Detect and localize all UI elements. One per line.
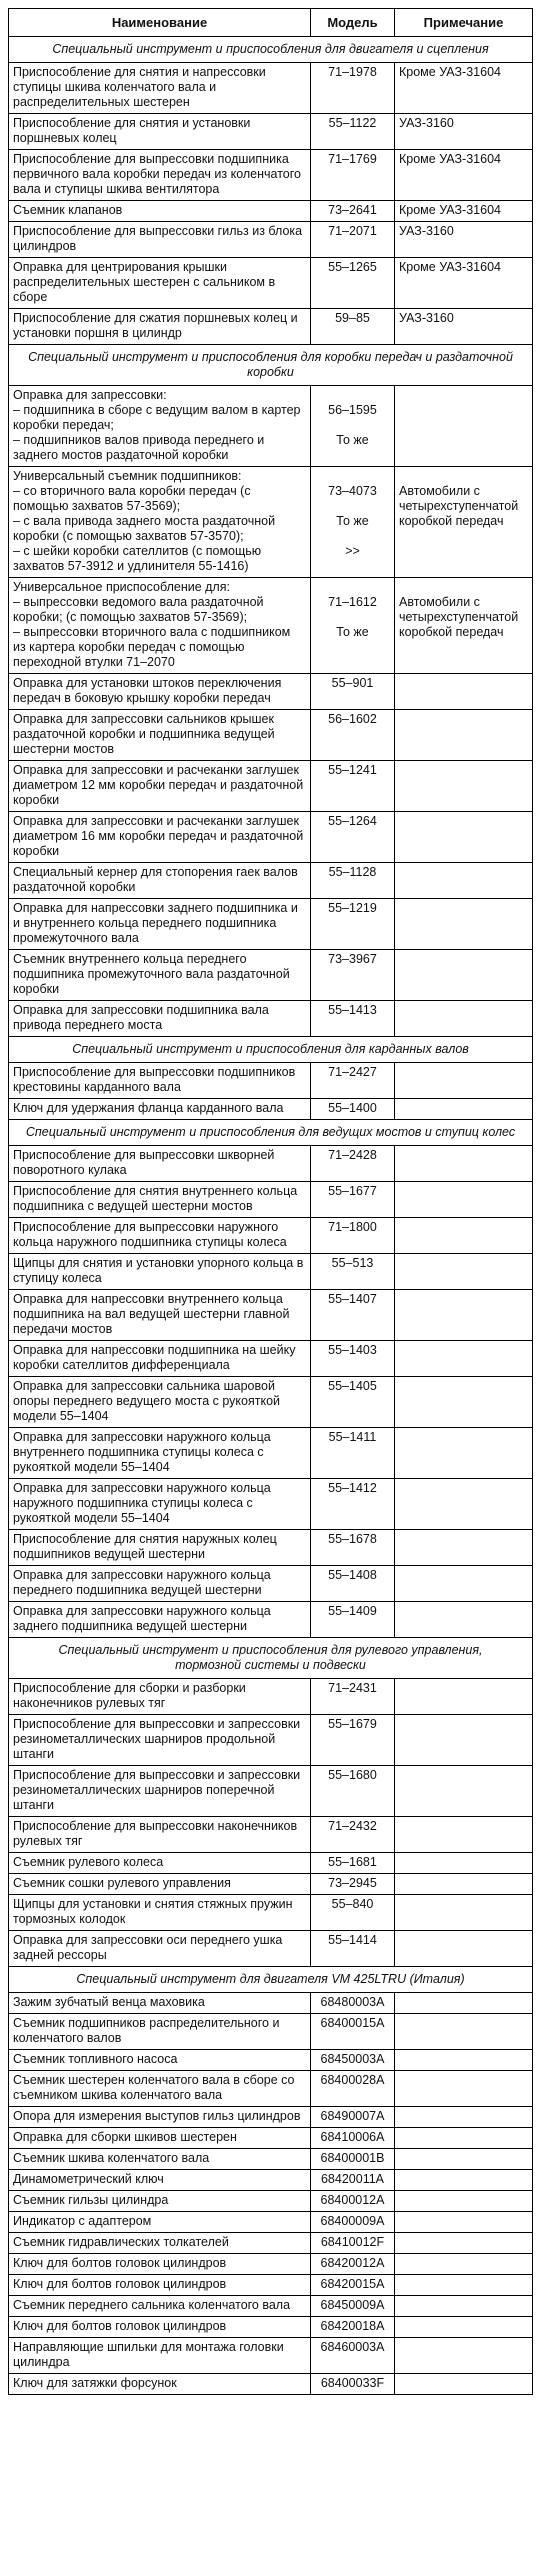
section-title: Специальный инструмент и приспособления для ведущих мостов и ступиц колес xyxy=(9,1120,533,1146)
section-title: Специальный инструмент и приспособления для коробки передач и раздаточной коробки xyxy=(9,345,533,386)
tools-table xyxy=(8,8,533,2395)
cell-model: 55–1407 xyxy=(311,1290,395,1341)
table-row xyxy=(9,2170,533,2191)
cell-model: 55–513 xyxy=(311,1254,395,1290)
section-header-row xyxy=(9,37,533,63)
cell-note xyxy=(395,1290,533,1341)
cell-line xyxy=(313,418,392,433)
cell-model: 68420018A xyxy=(311,2317,395,2338)
cell-model: 68410012F xyxy=(311,2233,395,2254)
cell-note xyxy=(395,2212,533,2233)
cell-model: 68450009A xyxy=(311,2296,395,2317)
cell-model: 71–1769 xyxy=(311,150,395,201)
cell-line: 56–1595 xyxy=(328,403,377,417)
cell-note: УАЗ-3160 xyxy=(395,222,533,258)
cell-line xyxy=(313,580,392,595)
table-row xyxy=(9,1602,533,1638)
cell-line: То же xyxy=(336,433,369,447)
cell-model xyxy=(311,467,395,578)
cell-model: 56–1602 xyxy=(311,710,395,761)
table-row xyxy=(9,1874,533,1895)
table-body xyxy=(9,37,533,2395)
table-row xyxy=(9,1530,533,1566)
cell-line: – подшипника в сборе с ведущим валом в картер коробки передач; xyxy=(13,403,301,432)
cell-name: Съемник подшипников распределительного и коленчатого валов xyxy=(9,2014,311,2050)
cell-name: Динамометрический ключ xyxy=(9,2170,311,2191)
table-row xyxy=(9,1817,533,1853)
cell-line: – выпрессовки вторичного вала с подшипником из картера коробки передач с помощью переходной втулки 71–2070 xyxy=(13,625,291,669)
table-row xyxy=(9,1993,533,2014)
table-row xyxy=(9,2374,533,2395)
table-row xyxy=(9,2212,533,2233)
cell-line: тормозной системы и подвески xyxy=(175,1658,366,1672)
cell-line xyxy=(399,580,528,595)
cell-note: УАЗ-3160 xyxy=(395,114,533,150)
section-title: Специальный инструмент и приспособления для двигателя и сцепления xyxy=(9,37,533,63)
cell-note xyxy=(395,1853,533,1874)
cell-line xyxy=(313,610,392,625)
cell-note xyxy=(395,2128,533,2149)
cell-name: Оправка для напрессовки внутреннего кольца подшипника на вал ведущей шестерни главной передачи мостов xyxy=(9,1290,311,1341)
cell-line: Автомобили с четырехступенчатой коробкой передач xyxy=(399,484,519,528)
table-row xyxy=(9,1377,533,1428)
cell-model: 68400012A xyxy=(311,2191,395,2212)
cell-note: Кроме УАЗ-31604 xyxy=(395,201,533,222)
cell-model: 73–3967 xyxy=(311,950,395,1001)
cell-name: Съемник гидравлических толкателей xyxy=(9,2233,311,2254)
cell-name: Щипцы для снятия и установки упорного кольца в ступицу колеса xyxy=(9,1254,311,1290)
cell-name: Съемник переднего сальника коленчатого вала xyxy=(9,2296,311,2317)
table-row xyxy=(9,1182,533,1218)
cell-name: Приспособление для выпрессовки шкворней поворотного кулака xyxy=(9,1146,311,1182)
cell-name xyxy=(9,386,311,467)
cell-name: Индикатор с адаптером xyxy=(9,2212,311,2233)
table-row xyxy=(9,309,533,345)
cell-note xyxy=(395,1895,533,1931)
cell-note xyxy=(395,1146,533,1182)
cell-name: Оправка для сборки шкивов шестерен xyxy=(9,2128,311,2149)
cell-name: Приспособление для снятия наружных колец подшипников ведущей шестерни xyxy=(9,1530,311,1566)
table-row xyxy=(9,63,533,114)
cell-name: Приспособление для снятия и установки поршневых колец xyxy=(9,114,311,150)
cell-line: Оправка для запрессовки: xyxy=(13,388,167,402)
cell-name: Ключ для болтов головок цилиндров xyxy=(9,2254,311,2275)
cell-name: Приспособление для выпрессовки подшипника первичного вала коробки передач из коленчатого вала и ступицы шкива вентилятора xyxy=(9,150,311,201)
cell-note xyxy=(395,1428,533,1479)
table-row xyxy=(9,1428,533,1479)
cell-name: Ключ для болтов головок цилиндров xyxy=(9,2317,311,2338)
cell-name: Приспособление для выпрессовки подшипников крестовины карданного вала xyxy=(9,1063,311,1099)
cell-model: 55–1241 xyxy=(311,761,395,812)
cell-name: Зажим зубчатый венца маховика xyxy=(9,1993,311,2014)
cell-name: Щипцы для установки и снятия стяжных пружин тормозных колодок xyxy=(9,1895,311,1931)
cell-note xyxy=(395,2275,533,2296)
cell-name: Оправка для запрессовки сальника шаровой опоры переднего ведущего моста с рукояткой модели 55–1404 xyxy=(9,1377,311,1428)
cell-name: Ключ для болтов головок цилиндров xyxy=(9,2275,311,2296)
cell-note xyxy=(395,1602,533,1638)
table-row xyxy=(9,578,533,674)
cell-name: Оправка для напрессовки подшипника на шейку коробки сателлитов дифференциала xyxy=(9,1341,311,1377)
cell-model: 55–1400 xyxy=(311,1099,395,1120)
table-row xyxy=(9,2275,533,2296)
cell-name: Оправка для центрирования крышки распределительных шестерен с сальником в сборе xyxy=(9,258,311,309)
cell-model: 73–2641 xyxy=(311,201,395,222)
cell-name: Оправка для напрессовки заднего подшипника и и внутреннего кольца переднего подшипника промежуточного вала xyxy=(9,899,311,950)
table-row xyxy=(9,2014,533,2050)
cell-model: 55–1264 xyxy=(311,812,395,863)
header-model: Модель xyxy=(311,9,395,37)
cell-name: Приспособление для выпрессовки наконечников рулевых тяг xyxy=(9,1817,311,1853)
table-row xyxy=(9,1479,533,1530)
cell-note: Кроме УАЗ-31604 xyxy=(395,150,533,201)
cell-line: Специальный инструмент и приспособления для рулевого управления, xyxy=(58,1643,483,1657)
cell-name: Приспособление для выпрессовки и запрессовки резинометаллических шарниров поперечной штанги xyxy=(9,1766,311,1817)
cell-model: 55–1678 xyxy=(311,1530,395,1566)
cell-line: Автомобили с четырехступенчатой коробкой передач xyxy=(399,595,519,639)
cell-line: >> xyxy=(345,544,360,558)
cell-note xyxy=(395,2254,533,2275)
cell-note xyxy=(395,2014,533,2050)
table-row xyxy=(9,1931,533,1967)
cell-name: Приспособление для выпрессовки гильз из блока цилиндров xyxy=(9,222,311,258)
cell-line: 71–1612 xyxy=(328,595,377,609)
cell-line: – с шейки коробки сателлитов (с помощью захватов 57-3912 и удлинителя 55-1416) xyxy=(13,544,262,573)
cell-model: 71–2071 xyxy=(311,222,395,258)
cell-note xyxy=(395,1874,533,1895)
cell-line: Универсальное приспособление для: xyxy=(13,580,230,594)
cell-note xyxy=(395,2317,533,2338)
cell-name: Съемник сошки рулевого управления xyxy=(9,1874,311,1895)
table-row xyxy=(9,2149,533,2170)
cell-name: Съемник клапанов xyxy=(9,201,311,222)
table-row xyxy=(9,1679,533,1715)
table-row xyxy=(9,2128,533,2149)
cell-name: Оправка для запрессовки сальников крышек раздаточной коробки и подшипника ведущей шестерни мостов xyxy=(9,710,311,761)
cell-name: Приспособление для снятия внутреннего кольца подшипника с ведущей шестерни мостов xyxy=(9,1182,311,1218)
cell-name: Оправка для запрессовки и расчеканки заглушек диаметром 16 мм коробки передач и раздаточной коробки xyxy=(9,812,311,863)
cell-model: 68480003A xyxy=(311,1993,395,2014)
cell-line xyxy=(399,469,528,484)
cell-line: То же xyxy=(336,625,369,639)
table-row xyxy=(9,1853,533,1874)
cell-name xyxy=(9,578,311,674)
cell-name: Съемник внутреннего кольца переднего подшипника промежуточного вала раздаточной коробки xyxy=(9,950,311,1001)
cell-model: 68420012A xyxy=(311,2254,395,2275)
table-row xyxy=(9,2107,533,2128)
cell-model: 71–2431 xyxy=(311,1679,395,1715)
cell-model: 55–1265 xyxy=(311,258,395,309)
cell-note xyxy=(395,1530,533,1566)
cell-name: Оправка для запрессовки оси переднего ушка задней рессоры xyxy=(9,1931,311,1967)
section-header-row xyxy=(9,1120,533,1146)
cell-name: Оправка для запрессовки наружного кольца заднего подшипника ведущей шестерни xyxy=(9,1602,311,1638)
table-row xyxy=(9,1218,533,1254)
table-row xyxy=(9,1254,533,1290)
section-header-row xyxy=(9,1037,533,1063)
cell-line: – со вторичного вала коробки передач (с помощью захватов 57-3569); xyxy=(13,484,251,513)
cell-model: 55–1219 xyxy=(311,899,395,950)
cell-note xyxy=(395,2170,533,2191)
cell-model: 68490007A xyxy=(311,2107,395,2128)
cell-model: 68400009A xyxy=(311,2212,395,2233)
cell-model: 71–2427 xyxy=(311,1063,395,1099)
table-row xyxy=(9,2071,533,2107)
cell-note xyxy=(395,1063,533,1099)
cell-model: 68400015A xyxy=(311,2014,395,2050)
table-row xyxy=(9,1146,533,1182)
cell-note xyxy=(395,1218,533,1254)
cell-note xyxy=(395,2233,533,2254)
cell-note xyxy=(395,2107,533,2128)
cell-model: 55–1411 xyxy=(311,1428,395,1479)
cell-model xyxy=(311,386,395,467)
cell-line: Универсальный съемник подшипников: xyxy=(13,469,242,483)
cell-name: Оправка для запрессовки и расчеканки заглушек диаметром 12 мм коробки передач и раздаточной коробки xyxy=(9,761,311,812)
table-row xyxy=(9,1895,533,1931)
table-row xyxy=(9,2050,533,2071)
cell-note xyxy=(395,467,533,578)
cell-note xyxy=(395,1182,533,1218)
table-row xyxy=(9,1766,533,1817)
cell-model: 71–2428 xyxy=(311,1146,395,1182)
table-row xyxy=(9,386,533,467)
cell-line xyxy=(313,388,392,403)
cell-note xyxy=(395,1993,533,2014)
cell-note xyxy=(395,1254,533,1290)
cell-name: Приспособление для сборки и разборки наконечников рулевых тяг xyxy=(9,1679,311,1715)
cell-model: 55–840 xyxy=(311,1895,395,1931)
table-row xyxy=(9,674,533,710)
cell-name: Опора для измерения выступов гильз цилиндров xyxy=(9,2107,311,2128)
cell-name: Съемник шестерен коленчатого вала в сборе со съемником шкива коленчатого вала xyxy=(9,2071,311,2107)
cell-name: Оправка для запрессовки наружного кольца внутреннего подшипника ступицы колеса с рукояткой модели 55–1404 xyxy=(9,1428,311,1479)
cell-note xyxy=(395,2374,533,2395)
table-row xyxy=(9,1290,533,1341)
cell-model xyxy=(311,578,395,674)
section-header-row xyxy=(9,1638,533,1679)
cell-note xyxy=(395,710,533,761)
cell-name: Ключ для удержания фланца карданного вала xyxy=(9,1099,311,1120)
cell-note xyxy=(395,812,533,863)
cell-note xyxy=(395,1341,533,1377)
cell-line: 73–4073 xyxy=(328,484,377,498)
cell-model: 68450003A xyxy=(311,2050,395,2071)
table-row xyxy=(9,812,533,863)
cell-model: 68410006A xyxy=(311,2128,395,2149)
cell-note xyxy=(395,1931,533,1967)
cell-note xyxy=(395,2191,533,2212)
cell-note xyxy=(395,863,533,899)
cell-model: 55–1677 xyxy=(311,1182,395,1218)
cell-model: 71–2432 xyxy=(311,1817,395,1853)
cell-note xyxy=(395,2296,533,2317)
cell-note: Кроме УАЗ-31604 xyxy=(395,258,533,309)
cell-model: 59–85 xyxy=(311,309,395,345)
header-name: Наименование xyxy=(9,9,311,37)
table-row xyxy=(9,2254,533,2275)
cell-note xyxy=(395,950,533,1001)
section-title xyxy=(9,1638,533,1679)
cell-name: Съемник гильзы цилиндра xyxy=(9,2191,311,2212)
cell-note xyxy=(395,1679,533,1715)
section-title: Специальный инструмент для двигателя VM 425LTRU (Италия) xyxy=(9,1967,533,1993)
table-row xyxy=(9,1063,533,1099)
cell-note xyxy=(395,2050,533,2071)
cell-name: Направляющие шпильки для монтажа головки цилиндра xyxy=(9,2338,311,2374)
cell-note xyxy=(395,2338,533,2374)
table-row xyxy=(9,2296,533,2317)
cell-note: Кроме УАЗ-31604 xyxy=(395,63,533,114)
cell-note xyxy=(395,1001,533,1037)
table-row xyxy=(9,710,533,761)
cell-line xyxy=(313,529,392,544)
cell-name: Съемник рулевого колеса xyxy=(9,1853,311,1874)
table-row xyxy=(9,2338,533,2374)
cell-line: – выпрессовки ведомого вала раздаточной коробки; (с помощью захватов 57-3569); xyxy=(13,595,264,624)
cell-model: 68420011A xyxy=(311,2170,395,2191)
cell-note xyxy=(395,2149,533,2170)
table-row xyxy=(9,950,533,1001)
cell-note: УАЗ-3160 xyxy=(395,309,533,345)
table-row xyxy=(9,150,533,201)
cell-model: 55–1128 xyxy=(311,863,395,899)
table-row xyxy=(9,2233,533,2254)
cell-line: – подшипников валов привода переднего и заднего мостов раздаточной коробки xyxy=(13,433,265,462)
cell-note xyxy=(395,761,533,812)
cell-model: 55–1403 xyxy=(311,1341,395,1377)
cell-model: 55–1408 xyxy=(311,1566,395,1602)
cell-note xyxy=(395,1377,533,1428)
cell-note xyxy=(395,1566,533,1602)
cell-name: Оправка для запрессовки подшипника вала привода переднего моста xyxy=(9,1001,311,1037)
cell-model: 55–1680 xyxy=(311,1766,395,1817)
cell-line xyxy=(313,499,392,514)
cell-line xyxy=(313,469,392,484)
table-row xyxy=(9,2191,533,2212)
cell-model: 71–1978 xyxy=(311,63,395,114)
table-row xyxy=(9,222,533,258)
cell-model: 55–1413 xyxy=(311,1001,395,1037)
cell-line: – с вала привода заднего моста раздаточной коробки (с помощью захватов 57-3570); xyxy=(13,514,276,543)
cell-model: 55–1679 xyxy=(311,1715,395,1766)
table-row xyxy=(9,2317,533,2338)
cell-note xyxy=(395,899,533,950)
table-row xyxy=(9,761,533,812)
tools-table-container xyxy=(8,8,532,2395)
table-row xyxy=(9,1566,533,1602)
cell-name: Оправка для запрессовки наружного кольца наружного подшипника ступицы колеса с рукояткой модели 55–1404 xyxy=(9,1479,311,1530)
cell-model: 68460003A xyxy=(311,2338,395,2374)
cell-name: Ключ для затяжки форсунок xyxy=(9,2374,311,2395)
cell-note xyxy=(395,1766,533,1817)
table-row xyxy=(9,863,533,899)
table-row xyxy=(9,899,533,950)
cell-note xyxy=(395,1099,533,1120)
table-row xyxy=(9,258,533,309)
cell-name: Оправка для запрессовки наружного кольца переднего подшипника ведущей шестерни xyxy=(9,1566,311,1602)
cell-model: 55–1412 xyxy=(311,1479,395,1530)
cell-name: Приспособление для выпрессовки наружного кольца наружного подшипника ступицы колеса xyxy=(9,1218,311,1254)
cell-model: 55–1405 xyxy=(311,1377,395,1428)
cell-model: 73–2945 xyxy=(311,1874,395,1895)
cell-model: 55–901 xyxy=(311,674,395,710)
cell-name: Приспособление для выпрессовки и запрессовки резинометаллических шарниров продольной штанги xyxy=(9,1715,311,1766)
cell-name: Съемник шкива коленчатого вала xyxy=(9,2149,311,2170)
cell-name: Съемник топливного насоса xyxy=(9,2050,311,2071)
header-note: Примечание xyxy=(395,9,533,37)
cell-note xyxy=(395,2071,533,2107)
cell-name: Оправка для установки штоков переключения передач в боковую крышку коробки передач xyxy=(9,674,311,710)
section-header-row xyxy=(9,1967,533,1993)
table-row xyxy=(9,1099,533,1120)
cell-model: 68400001B xyxy=(311,2149,395,2170)
cell-name xyxy=(9,467,311,578)
cell-note xyxy=(395,1715,533,1766)
cell-model: 68400028A xyxy=(311,2071,395,2107)
table-row xyxy=(9,1341,533,1377)
table-row xyxy=(9,1001,533,1037)
cell-model: 55–1409 xyxy=(311,1602,395,1638)
cell-note xyxy=(395,1479,533,1530)
cell-note xyxy=(395,578,533,674)
cell-model: 55–1122 xyxy=(311,114,395,150)
table-header-row xyxy=(9,9,533,37)
cell-model: 68420015A xyxy=(311,2275,395,2296)
cell-note xyxy=(395,1817,533,1853)
table-row xyxy=(9,467,533,578)
table-row xyxy=(9,1715,533,1766)
cell-name: Приспособление для снятия и напрессовки ступицы шкива коленчатого вала и распределительных шестерен xyxy=(9,63,311,114)
section-header-row xyxy=(9,345,533,386)
table-row xyxy=(9,201,533,222)
table-row xyxy=(9,114,533,150)
cell-model: 55–1681 xyxy=(311,1853,395,1874)
cell-name: Специальный кернер для стопорения гаек валов раздаточной коробки xyxy=(9,863,311,899)
cell-note xyxy=(395,386,533,467)
cell-note xyxy=(395,674,533,710)
cell-line: То же xyxy=(336,514,369,528)
cell-model: 68400033F xyxy=(311,2374,395,2395)
cell-model: 55–1414 xyxy=(311,1931,395,1967)
section-title: Специальный инструмент и приспособления для карданных валов xyxy=(9,1037,533,1063)
cell-name: Приспособление для сжатия поршневых колец и установки поршня в цилиндр xyxy=(9,309,311,345)
cell-model: 71–1800 xyxy=(311,1218,395,1254)
